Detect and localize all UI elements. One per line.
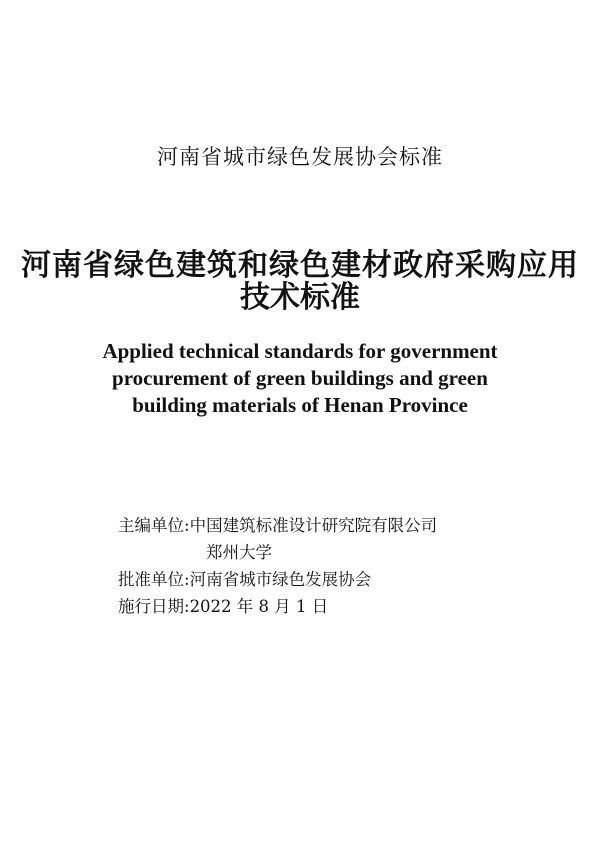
editor-1: 中国建筑标准设计研究院有限公司: [189, 516, 438, 535]
effective-date: 2022 年 8 月 1 日: [189, 597, 329, 616]
publication-info: [118, 512, 437, 620]
organization-standard-header: 河南省城市绿色发展协会标准: [157, 145, 443, 169]
title-en-line1: Applied technical standards for government: [102, 339, 498, 363]
title-zh-line1: 河南省绿色建筑和绿色建材政府采购应用: [21, 248, 579, 283]
editor-label: 主编单位:: [118, 516, 190, 535]
approver-label: 批准单位:: [118, 570, 190, 589]
title-zh-line2: 技术标准: [240, 280, 360, 315]
date-row: [118, 593, 437, 620]
title-en: [0, 338, 600, 419]
approver-row: [118, 566, 437, 593]
title-en-line3: building materials of Henan Province: [132, 393, 468, 417]
approver: 河南省城市绿色发展协会: [189, 570, 372, 589]
editor-2: 郑州大学: [206, 543, 272, 562]
title-en-line2: procurement of green buildings and green: [112, 366, 488, 390]
editor-row: [118, 512, 437, 539]
date-label: 施行日期:: [118, 597, 190, 616]
